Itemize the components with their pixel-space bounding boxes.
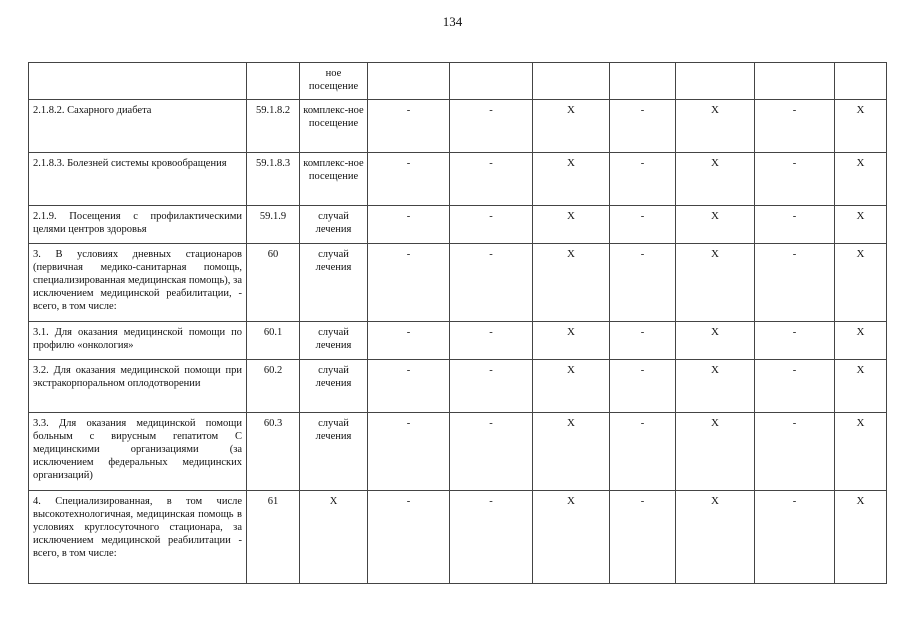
table-row <box>29 63 887 100</box>
row-code: 61 <box>247 491 300 584</box>
row-value: - <box>368 491 450 584</box>
row-value: Х <box>835 244 887 322</box>
row-unit: Х <box>300 491 368 584</box>
row-value: - <box>610 100 676 153</box>
row-value: Х <box>533 491 610 584</box>
row-value: Х <box>676 360 755 413</box>
row-name <box>29 63 247 100</box>
row-value: Х <box>835 206 887 244</box>
row-unit: случай лечения <box>300 244 368 322</box>
row-value: - <box>755 100 835 153</box>
row-value: - <box>610 360 676 413</box>
row-unit: случай лечения <box>300 322 368 360</box>
row-name: 3.1. Для оказания медицинской помощи по профилю «онкология» <box>29 322 247 360</box>
table-row <box>29 413 887 491</box>
row-value: - <box>755 491 835 584</box>
row-value: Х <box>835 153 887 206</box>
row-value: Х <box>533 360 610 413</box>
row-code: 60.3 <box>247 413 300 491</box>
table-row <box>29 322 887 360</box>
row-value: - <box>450 491 533 584</box>
row-value: Х <box>676 413 755 491</box>
row-value: - <box>755 360 835 413</box>
row-value: Х <box>676 491 755 584</box>
row-value: - <box>450 100 533 153</box>
row-value: - <box>755 244 835 322</box>
row-unit: случай лечения <box>300 360 368 413</box>
row-value: - <box>368 153 450 206</box>
row-value: Х <box>533 413 610 491</box>
row-value: - <box>610 206 676 244</box>
table-row <box>29 244 887 322</box>
row-value: - <box>368 322 450 360</box>
row-value: - <box>610 153 676 206</box>
row-value: Х <box>533 244 610 322</box>
row-value: Х <box>835 360 887 413</box>
row-value: - <box>450 413 533 491</box>
row-value: Х <box>676 244 755 322</box>
row-value: Х <box>676 322 755 360</box>
row-value <box>755 63 835 100</box>
table-row <box>29 360 887 413</box>
row-value: Х <box>676 206 755 244</box>
row-name: 2.1.8.2. Сахарного диабета <box>29 100 247 153</box>
row-name: 2.1.9. Посещения с профилактическими целями центров здоровья <box>29 206 247 244</box>
row-unit: случай лечения <box>300 206 368 244</box>
row-code: 59.1.8.2 <box>247 100 300 153</box>
row-value: - <box>368 244 450 322</box>
row-unit: комплекс-ное посещение <box>300 100 368 153</box>
row-value: - <box>755 206 835 244</box>
row-value: - <box>368 413 450 491</box>
row-name: 3.2. Для оказания медицинской помощи при экстракорпоральном оплодотворении <box>29 360 247 413</box>
row-unit: комплекс-ное посещение <box>300 153 368 206</box>
row-value: - <box>450 244 533 322</box>
table-row <box>29 100 887 153</box>
row-value: Х <box>835 100 887 153</box>
row-value <box>368 63 450 100</box>
row-code: 60.1 <box>247 322 300 360</box>
row-value: Х <box>533 153 610 206</box>
row-value: - <box>610 491 676 584</box>
page-number: 134 <box>442 14 463 29</box>
row-name: 4. Специализированная, в том числе высокотехнологичная, медицинская помощь в условиях круглосуточного стационара, за исключением медицинской реабилитации - всего, в том числе: <box>29 491 247 584</box>
row-code: 59.1.9 <box>247 206 300 244</box>
table-row <box>29 153 887 206</box>
row-value <box>676 63 755 100</box>
row-value: - <box>610 244 676 322</box>
row-name: 2.1.8.3. Болезней системы кровообращения <box>29 153 247 206</box>
data-table <box>28 62 887 584</box>
row-value <box>610 63 676 100</box>
row-value: - <box>450 322 533 360</box>
row-code <box>247 63 300 100</box>
row-value: - <box>610 322 676 360</box>
row-value: Х <box>835 413 887 491</box>
row-code: 59.1.8.3 <box>247 153 300 206</box>
row-value: Х <box>533 206 610 244</box>
row-value: - <box>755 413 835 491</box>
row-name: 3.3. Для оказания медицинской помощи больным с вирусным гепатитом С медицинскими организациями (за исключением федеральных медицинских организаций) <box>29 413 247 491</box>
row-value: - <box>368 100 450 153</box>
row-name: 3. В условиях дневных стационаров (первичная медико-санитарная помощь, специализированная медицинская помощь), за исключением медицинской реабилитации, - всего, в том числе: <box>29 244 247 322</box>
row-value <box>533 63 610 100</box>
row-value: - <box>755 322 835 360</box>
table-row <box>29 491 887 584</box>
row-value: Х <box>676 100 755 153</box>
row-value <box>450 63 533 100</box>
row-value: - <box>610 413 676 491</box>
table-row <box>29 206 887 244</box>
row-value: Х <box>533 100 610 153</box>
row-unit: случай лечения <box>300 413 368 491</box>
row-value: - <box>450 360 533 413</box>
row-code: 60 <box>247 244 300 322</box>
row-value: Х <box>835 322 887 360</box>
row-unit: ное посещение <box>300 63 368 100</box>
row-value: Х <box>835 491 887 584</box>
row-value <box>835 63 887 100</box>
row-value: - <box>450 153 533 206</box>
row-value: - <box>755 153 835 206</box>
row-value: - <box>368 206 450 244</box>
row-value: Х <box>676 153 755 206</box>
row-value: - <box>368 360 450 413</box>
row-value: Х <box>533 322 610 360</box>
row-code: 60.2 <box>247 360 300 413</box>
row-value: - <box>450 206 533 244</box>
